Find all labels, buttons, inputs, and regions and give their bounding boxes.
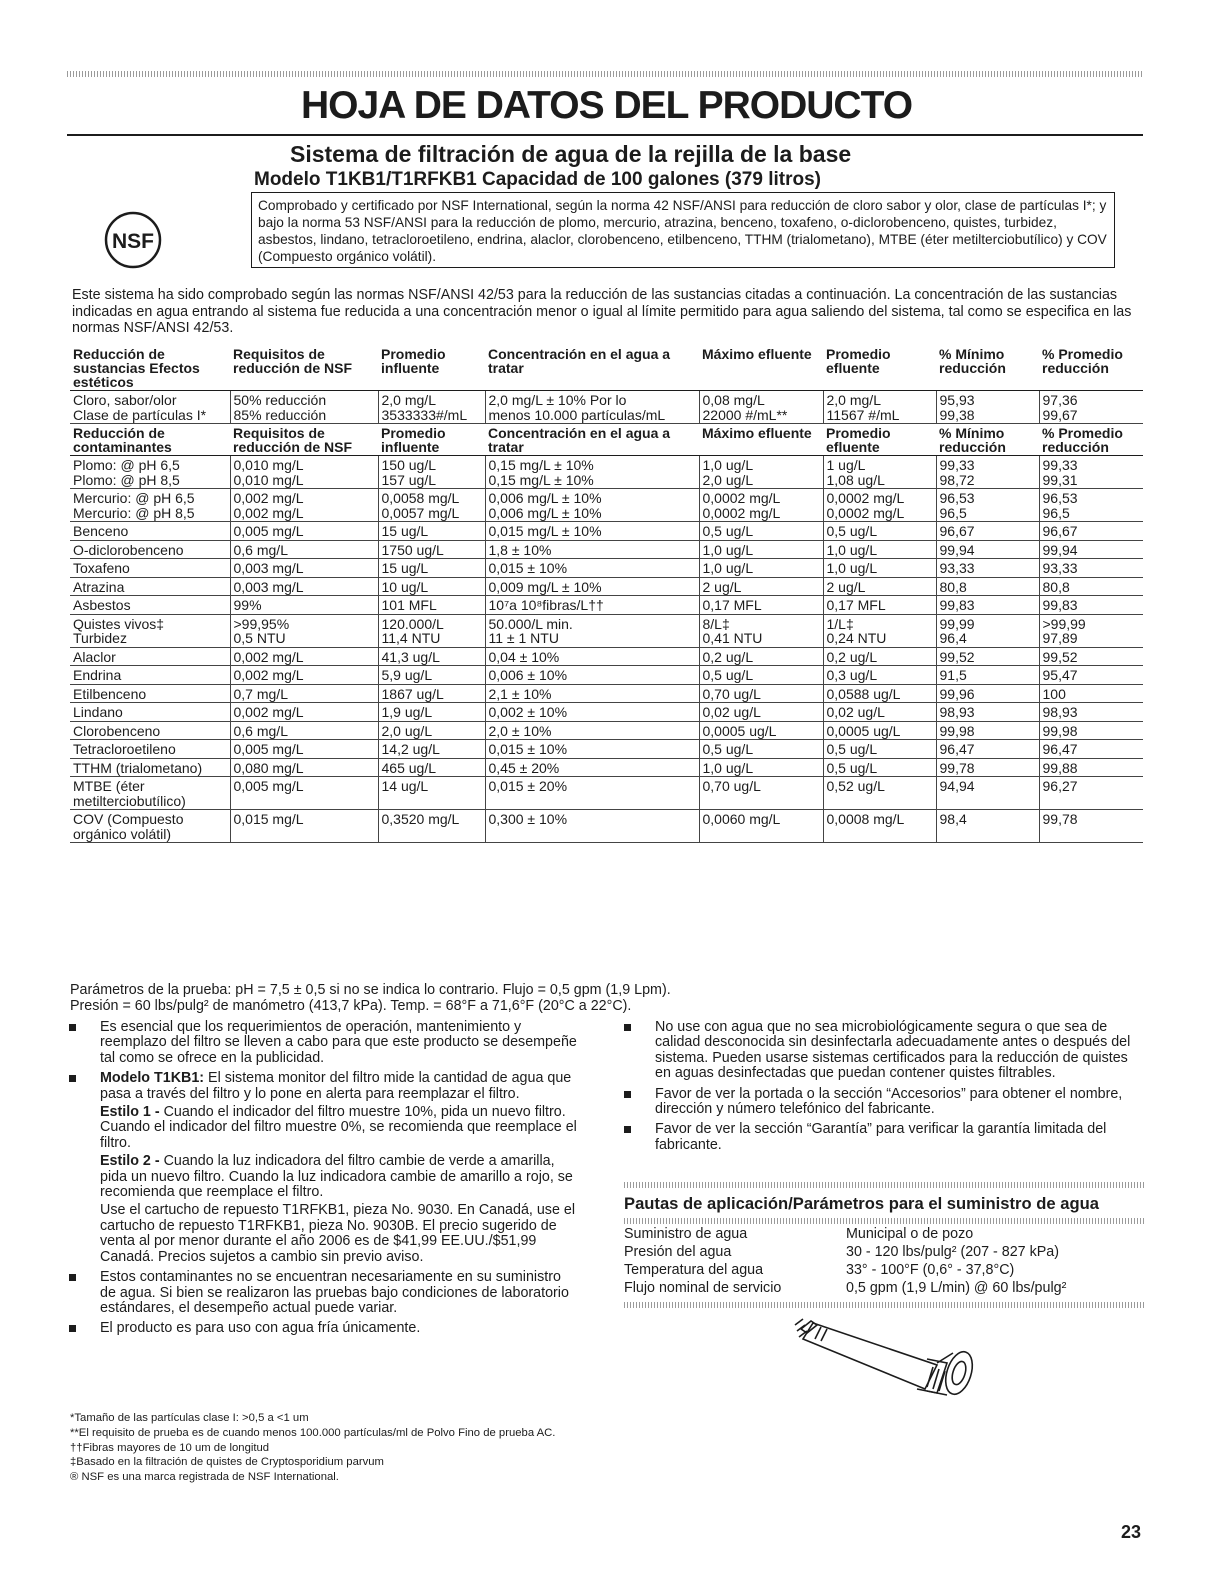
table-row xyxy=(624,1226,1144,1244)
note-text: Estos contaminantes no se encuentran necesariamente en su suministro de agua. Si bien se realizaron las pruebas bajo condiciones de laboratorio estándares, el desempeño actual puede variar. xyxy=(100,1269,569,1316)
table-row xyxy=(70,684,1143,703)
test-parameters xyxy=(70,983,671,1014)
table-cell: 0,6 mg/L xyxy=(230,721,378,740)
application-guidelines-title: Pautas de aplicación/Parámetros para el suministro de agua xyxy=(624,1194,1099,1213)
list-item xyxy=(624,1020,1146,1082)
table-cell: 2,0 ug/L xyxy=(378,721,485,740)
table-cell: 150 ug/L 157 ug/L xyxy=(378,456,485,489)
table-cell: 0,5 ug/L xyxy=(823,740,936,759)
table-cell: 97,36 99,67 xyxy=(1039,391,1143,424)
intro-paragraph: Este sistema ha sido comprobado según las normas NSF/ANSI 42/53 para la reducción de las sustancias citadas a continuación. La concentración de las sustancias indicadas en agua entrando al sistema fue reducida a una concentración menor o igual al límite permitido para agua saliendo del sistema, tal como se especifica en las normas NSF/ANSI 42/53. xyxy=(72,287,1132,337)
note-text: Favor de ver la portada o la sección “Accesorios” para obtener el nombre, dirección y número telefónico del fabricante. xyxy=(655,1085,1123,1118)
table-cell: 93,33 xyxy=(936,559,1039,578)
page-title: HOJA DE DATOS DEL PRODUCTO xyxy=(300,84,913,127)
table-cell: 98,93 xyxy=(936,703,1039,722)
table-cell: 0,003 mg/L xyxy=(230,559,378,578)
footnote: ‡Basado en la filtración de quistes de Cryptosporidium parvum xyxy=(70,1456,384,1469)
table-cell: 8/L‡ 0,41 NTU xyxy=(699,614,823,647)
table-cell: Benceno xyxy=(70,522,230,541)
table-cell: 0,0588 ug/L xyxy=(823,684,936,703)
product-subtitle: Sistema de filtración de agua de la rejilla de la base xyxy=(290,141,852,167)
table-cell: 96,67 xyxy=(1039,522,1143,541)
table-cell: Cloro, sabor/olor Clase de partículas I* xyxy=(70,391,230,424)
style-2-text: Cuando la luz indicadora del filtro cambie de verde a amarilla, pida un nuevo filtro. Cuando la luz indicadora cambie de amarillo a rojo, se recomienda que reemplace el filtro. xyxy=(100,1153,573,1201)
table-cell: 1,9 ug/L xyxy=(378,703,485,722)
list-item xyxy=(69,1270,579,1316)
table-cell: 99,52 xyxy=(1039,647,1143,666)
table-cell: 10 ug/L xyxy=(378,577,485,596)
param-label: Suministro de agua xyxy=(624,1226,748,1242)
table-cell: 2,0 mg/L ± 10% Por lo menos 10.000 partículas/mL xyxy=(485,391,699,424)
performance-data-table xyxy=(70,345,1143,843)
column-header: Requisitos de reducción de NSF xyxy=(230,345,378,391)
bullet-square-icon xyxy=(69,1274,76,1281)
table-cell: 0,70 ug/L xyxy=(699,684,823,703)
table-cell: 96,27 xyxy=(1039,777,1143,810)
footnotes xyxy=(70,1411,555,1485)
list-item xyxy=(69,1071,579,1265)
note-text: El producto es para uso con agua fría únicamente. xyxy=(100,1320,421,1337)
column-header: Promedio efluente xyxy=(823,424,936,456)
table-cell: Toxafeno xyxy=(70,559,230,578)
table-cell: Etilbenceno xyxy=(70,684,230,703)
param-value: 33° - 100°F (0,6° - 37,8°C) xyxy=(846,1262,1015,1278)
table-cell: 0,2 ug/L xyxy=(699,647,823,666)
table-cell: 14 ug/L xyxy=(378,777,485,810)
table-cell: 80,8 xyxy=(936,577,1039,596)
table-cell: 10⁷a 10⁸fibras/L†† xyxy=(485,596,699,615)
table-cell: 80,8 xyxy=(1039,577,1143,596)
table-cell: 0,005 mg/L xyxy=(230,777,378,810)
table-cell: 0,17 MFL xyxy=(699,596,823,615)
table-cell: Tetracloroetileno xyxy=(70,740,230,759)
table-row xyxy=(70,559,1143,578)
table-cell: 1867 ug/L xyxy=(378,684,485,703)
table-cell: 2,0 ± 10% xyxy=(485,721,699,740)
table-row xyxy=(70,489,1143,522)
list-item xyxy=(69,1020,579,1066)
table-row xyxy=(70,391,1143,424)
table-cell: Asbestos xyxy=(70,596,230,615)
bullet-square-icon xyxy=(624,1091,631,1098)
table-cell: 99,98 xyxy=(1039,721,1143,740)
param-label: Presión del agua xyxy=(624,1244,732,1260)
table-cell: 100 xyxy=(1039,684,1143,703)
table-cell: 0,006 mg/L ± 10% 0,006 mg/L ± 10% xyxy=(485,489,699,522)
table-cell: 1750 ug/L xyxy=(378,540,485,559)
filter-cartridge-illustration xyxy=(787,1311,987,1397)
table-cell: 0,015 ± 10% xyxy=(485,559,699,578)
title-rule xyxy=(67,134,1143,136)
column-header: % Promedio reducción xyxy=(1039,345,1143,391)
table-cell: 1,0 ug/L xyxy=(699,559,823,578)
param-label: Flujo nominal de servicio xyxy=(624,1280,782,1296)
column-header: % Mínimo reducción xyxy=(936,424,1039,456)
table-cell: 96,47 xyxy=(1039,740,1143,759)
table-cell: 0,5 ug/L xyxy=(699,522,823,541)
table-cell: 0,0002 mg/L 0,0002 mg/L xyxy=(823,489,936,522)
table-cell: 0,5 ug/L xyxy=(823,758,936,777)
table-cell: 96,53 96,5 xyxy=(1039,489,1143,522)
note-text: Favor de ver la sección “Garantía” para verificar la garantía limitada del fabricante. xyxy=(655,1121,1107,1153)
list-item xyxy=(624,1087,1146,1118)
table-cell: 98,4 xyxy=(936,810,1039,843)
table-cell: 99,78 xyxy=(1039,810,1143,843)
table-cell: 0,006 ± 10% xyxy=(485,666,699,685)
table-cell: 0,70 ug/L xyxy=(699,777,823,810)
table-row xyxy=(70,577,1143,596)
table-cell: 0,5 ug/L xyxy=(699,666,823,685)
table-cell: 1,8 ± 10% xyxy=(485,540,699,559)
style-2-note xyxy=(100,1154,579,1200)
footnote: *Tamaño de las partículas clase I: >0,5 a <1 um xyxy=(70,1412,309,1424)
table-row xyxy=(624,1262,1144,1280)
table-cell: 0,0008 mg/L xyxy=(823,810,936,843)
column-header: Concentración en el agua a tratar xyxy=(485,345,699,391)
table-row xyxy=(70,647,1143,666)
table-cell: 0,02 ug/L xyxy=(823,703,936,722)
table-row xyxy=(70,596,1143,615)
table-cell: COV (Compuesto orgánico volátil) xyxy=(70,810,230,843)
table-cell: 1,0 ug/L 2,0 ug/L xyxy=(699,456,823,489)
table-header-row xyxy=(70,345,1143,391)
table-cell: 15 ug/L xyxy=(378,522,485,541)
table-row xyxy=(70,522,1143,541)
table-cell: 0,0060 mg/L xyxy=(699,810,823,843)
table-cell: 1/L‡ 0,24 NTU xyxy=(823,614,936,647)
table-cell: 99,94 xyxy=(936,540,1039,559)
table-cell: 0,45 ± 20% xyxy=(485,758,699,777)
table-cell: 120.000/L 11,4 NTU xyxy=(378,614,485,647)
table-cell: 94,94 xyxy=(936,777,1039,810)
footnote: ® NSF es una marca registrada de NSF International. xyxy=(70,1471,339,1484)
column-header: Reducción de sustancias Efectos estéticos xyxy=(70,345,230,391)
table-cell: 2 ug/L xyxy=(699,577,823,596)
table-cell: Lindano xyxy=(70,703,230,722)
table-cell: Endrina xyxy=(70,666,230,685)
table-cell: 99,33 98,72 xyxy=(936,456,1039,489)
table-cell: 96,67 xyxy=(936,522,1039,541)
list-item xyxy=(624,1122,1146,1153)
table-cell: Atrazina xyxy=(70,577,230,596)
table-cell: 0,002 mg/L 0,002 mg/L xyxy=(230,489,378,522)
table-cell: >99,99 97,89 xyxy=(1039,614,1143,647)
test-parameters-line-2: Presión = 60 lbs/pulg² de manómetro (413,7 kPa). Temp. = 68°F a 71,6°F (20°C a 22°C). xyxy=(70,997,632,1014)
column-header: Máximo efluente xyxy=(699,424,823,456)
table-cell: 99,33 99,31 xyxy=(1039,456,1143,489)
table-cell: 99% xyxy=(230,596,378,615)
certification-box: Comprobado y certificado por NSF International, según la norma 42 NSF/ANSI para reducción de cloro sabor y olor, clase de partículas I*; y bajo la norma 53 NSF/ANSI para la reducción de plomo, mercurio, atrazina, benceno, toxafeno, o-diclorobenceno, quistes, turbidez, asbestos, lindano, tetracloroetileno, endrina, alaclor, clorobenceno, etilbenceno, TTHM (trialometano), MTBE (éter metilterciobutílico) y COV (Compuesto orgánico volátil). xyxy=(251,192,1115,268)
bullet-square-icon xyxy=(69,1075,76,1082)
section-divider xyxy=(624,1302,1144,1308)
table-cell: 1,0 ug/L xyxy=(823,540,936,559)
table-row xyxy=(624,1280,1144,1298)
table-cell: 0,003 mg/L xyxy=(230,577,378,596)
table-row xyxy=(70,740,1143,759)
right-notes-list xyxy=(624,1020,1146,1158)
model-label: Modelo T1KB1: xyxy=(100,1070,205,1087)
table-cell: 0,015 ± 20% xyxy=(485,777,699,810)
table-cell: 0,6 mg/L xyxy=(230,540,378,559)
table-cell: 0,002 ± 10% xyxy=(485,703,699,722)
table-cell: 2,1 ± 10% xyxy=(485,684,699,703)
table-cell: 0,17 MFL xyxy=(823,596,936,615)
table-cell: 0,015 mg/L xyxy=(230,810,378,843)
table-cell: 0,300 ± 10% xyxy=(485,810,699,843)
table-cell: 99,83 xyxy=(1039,596,1143,615)
table-cell: 96,47 xyxy=(936,740,1039,759)
table-cell: 0,002 mg/L xyxy=(230,703,378,722)
footnote: **El requisito de prueba es de cuando menos 100.000 partículas/ml de Polvo Fino de prueba AC. xyxy=(70,1426,556,1439)
table-cell: 0,015 mg/L ± 10% xyxy=(485,522,699,541)
top-decorative-band xyxy=(67,71,1143,77)
replacement-note: Use el cartucho de repuesto T1RFKB1, pieza No. 9030. En Canadá, use el cartucho de repuesto T1RFKB1, pieza No. 9030B. El precio sugerido de venta al por menor durante el año 2006 es de $41,99 EE.UU./$51,99 Canadá. Precios sujetos a cambio sin previo aviso. xyxy=(100,1202,575,1265)
table-cell: 99,94 xyxy=(1039,540,1143,559)
section-divider xyxy=(624,1218,1144,1224)
column-header: Reducción de contaminantes xyxy=(70,424,230,456)
table-row xyxy=(70,758,1143,777)
table-cell: 15 ug/L xyxy=(378,559,485,578)
table-cell: 50% reducción 85% reducción xyxy=(230,391,378,424)
table-cell: 91,5 xyxy=(936,666,1039,685)
table-cell: 1,0 ug/L xyxy=(823,559,936,578)
table-cell: 0,010 mg/L 0,010 mg/L xyxy=(230,456,378,489)
table-row xyxy=(70,540,1143,559)
table-cell: 0,08 mg/L 22000 #/mL** xyxy=(699,391,823,424)
test-parameters-line-1: Parámetros de la prueba: pH = 7,5 ± 0,5 si no se indica lo contrario. Flujo = 0,5 gpm (1,9 Lpm). xyxy=(70,982,671,998)
table-cell: 2,0 mg/L 11567 #/mL xyxy=(823,391,936,424)
table-cell: Plomo: @ pH 6,5 Plomo: @ pH 8,5 xyxy=(70,456,230,489)
param-value: 0,5 gpm (1,9 L/min) @ 60 lbs/pulg² xyxy=(846,1280,1067,1296)
bullet-square-icon xyxy=(624,1126,631,1133)
table-cell: 0,3 ug/L xyxy=(823,666,936,685)
table-cell: 1 ug/L 1,08 ug/L xyxy=(823,456,936,489)
table-cell: 101 MFL xyxy=(378,596,485,615)
table-cell: 0,0005 ug/L xyxy=(823,721,936,740)
table-cell: 95,47 xyxy=(1039,666,1143,685)
table-cell: 99,52 xyxy=(936,647,1039,666)
table-row xyxy=(70,721,1143,740)
column-header: % Promedio reducción xyxy=(1039,424,1143,456)
table-cell: 0,0002 mg/L 0,0002 mg/L xyxy=(699,489,823,522)
table-cell: 0,0005 ug/L xyxy=(699,721,823,740)
table-cell: 41,3 ug/L xyxy=(378,647,485,666)
table-row xyxy=(624,1244,1144,1262)
table-cell: 0,2 ug/L xyxy=(823,647,936,666)
nsf-logo-text: NSF xyxy=(112,230,154,253)
table-row xyxy=(70,777,1143,810)
table-cell: 93,33 xyxy=(1039,559,1143,578)
application-guidelines-table xyxy=(624,1226,1144,1298)
table-cell: 99,98 xyxy=(936,721,1039,740)
table-cell: 0,02 ug/L xyxy=(699,703,823,722)
footnote: ††Fibras mayores de 10 um de longitud xyxy=(70,1441,270,1454)
table-cell: 0,0058 mg/L 0,0057 mg/L xyxy=(378,489,485,522)
bullet-square-icon xyxy=(69,1024,76,1031)
table-cell: 95,93 99,38 xyxy=(936,391,1039,424)
table-cell: O-diclorobenceno xyxy=(70,540,230,559)
style-2-label: Estilo 2 - xyxy=(100,1153,160,1170)
table-cell: 0,15 mg/L ± 10% 0,15 mg/L ± 10% xyxy=(485,456,699,489)
table-cell: 2 ug/L xyxy=(823,577,936,596)
table-cell: 99,96 xyxy=(936,684,1039,703)
bullet-square-icon xyxy=(69,1325,76,1332)
table-cell: 1,0 ug/L xyxy=(699,758,823,777)
table-cell: 0,5 ug/L xyxy=(699,740,823,759)
table-cell: 14,2 ug/L xyxy=(378,740,485,759)
section-divider xyxy=(624,1182,1144,1188)
table-cell: Alaclor xyxy=(70,647,230,666)
bullet-square-icon xyxy=(624,1024,631,1031)
page-number: 23 xyxy=(1121,1522,1142,1542)
column-header: % Mínimo reducción xyxy=(936,345,1039,391)
table-cell: Quistes vivos‡ Turbidez xyxy=(70,614,230,647)
param-value: Municipal o de pozo xyxy=(846,1226,974,1242)
table-cell: 0,04 ± 10% xyxy=(485,647,699,666)
table-row xyxy=(70,703,1143,722)
table-row xyxy=(70,666,1143,685)
table-row xyxy=(70,810,1143,843)
table-cell: TTHM (trialometano) xyxy=(70,758,230,777)
table-cell: 99,83 xyxy=(936,596,1039,615)
note-text: No use con agua que no sea microbiológicamente segura o que sea de calidad desconocida sin desinfectarla adecuadamente antes o después del sistema. Pueden usarse sistemas certificados para la reducción de quistes en aguas desinfectadas que puedan contener quistes filtrables. xyxy=(655,1019,1131,1082)
table-cell: Clorobenceno xyxy=(70,721,230,740)
table-cell: 0,009 mg/L ± 10% xyxy=(485,577,699,596)
left-notes-list xyxy=(69,1020,579,1342)
table-cell: 99,99 96,4 xyxy=(936,614,1039,647)
table-cell: 50.000/L min. 11 ± 1 NTU xyxy=(485,614,699,647)
column-header: Concentración en el agua a tratar xyxy=(485,424,699,456)
table-cell: 0,015 ± 10% xyxy=(485,740,699,759)
param-value: 30 - 120 lbs/pulg² (207 - 827 kPa) xyxy=(846,1244,1059,1260)
table-cell: 98,93 xyxy=(1039,703,1143,722)
table-cell: 99,78 xyxy=(936,758,1039,777)
table-cell: >99,95% 0,5 NTU xyxy=(230,614,378,647)
column-header: Máximo efluente xyxy=(699,345,823,391)
style-1-text: Cuando el indicador del filtro muestre 10%, pida un nuevo filtro. Cuando el indicador del filtro muestre 0%, se recomienda que reemplace el filtro. xyxy=(100,1104,577,1151)
table-cell: 0,005 mg/L xyxy=(230,740,378,759)
column-header: Promedio influente xyxy=(378,424,485,456)
table-cell: 0,52 ug/L xyxy=(823,777,936,810)
model-line: Modelo T1KB1/T1RFKB1 Capacidad de 100 galones (379 litros) xyxy=(254,169,821,190)
table-cell: 0,7 mg/L xyxy=(230,684,378,703)
note-text: Es esencial que los requerimientos de operación, mantenimiento y reemplazo del filtro se lleven a cabo para que este producto se desempeñe tal como se ofrece en la publicidad. xyxy=(100,1019,577,1066)
table-cell: 0,5 ug/L xyxy=(823,522,936,541)
table-cell: 0,002 mg/L xyxy=(230,666,378,685)
table-cell: 0,002 mg/L xyxy=(230,647,378,666)
param-label: Temperatura del agua xyxy=(624,1262,764,1278)
column-header: Promedio influente xyxy=(378,345,485,391)
style-1-label: Estilo 1 - xyxy=(100,1104,160,1121)
note-text: El sistema monitor del filtro mide la cantidad de agua que pasa a través del filtro y lo pone en alerta para reemplazar el filtro. xyxy=(100,1070,572,1102)
style-1-note xyxy=(100,1105,579,1151)
table-cell: 0,005 mg/L xyxy=(230,522,378,541)
list-item xyxy=(69,1321,579,1336)
column-header: Requisitos de reducción de NSF xyxy=(230,424,378,456)
table-cell: 2,0 mg/L 3533333#/mL xyxy=(378,391,485,424)
table-row xyxy=(70,614,1143,647)
table-header-row xyxy=(70,424,1143,456)
table-cell: 5,9 ug/L xyxy=(378,666,485,685)
table-cell: 99,88 xyxy=(1039,758,1143,777)
table-cell: 0,080 mg/L xyxy=(230,758,378,777)
table-cell: MTBE (éter metilterciobutílico) xyxy=(70,777,230,810)
table-cell: Mercurio: @ pH 6,5 Mercurio: @ pH 8,5 xyxy=(70,489,230,522)
table-cell: 96,53 96,5 xyxy=(936,489,1039,522)
column-header: Promedio efluente xyxy=(823,345,936,391)
table-row xyxy=(70,456,1143,489)
nsf-logo-icon xyxy=(104,211,162,269)
table-cell: 465 ug/L xyxy=(378,758,485,777)
table-cell: 0,3520 mg/L xyxy=(378,810,485,843)
table-cell: 1,0 ug/L xyxy=(699,540,823,559)
